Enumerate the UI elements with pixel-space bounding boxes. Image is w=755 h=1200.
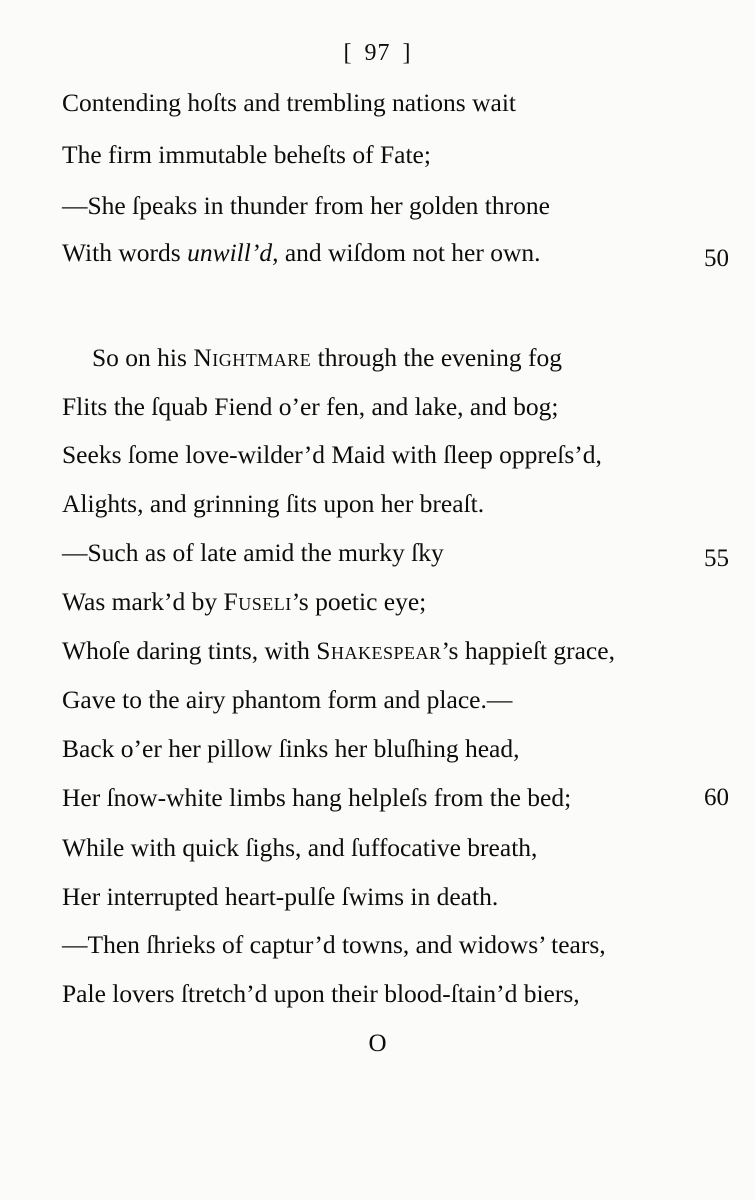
poem-line <box>62 392 558 422</box>
poem-line <box>62 734 519 764</box>
poem-line <box>62 636 615 666</box>
page-bracket-open: [ <box>343 40 353 66</box>
poem-line-smallcaps: Fuseli <box>223 587 292 616</box>
poem-line <box>62 833 537 863</box>
poem-line-text: Her interrupted heart-pulſe ſwims in death. <box>62 882 499 911</box>
poem-line-text: Her ſnow-white limbs hang helpleſs from the bed; <box>62 783 572 812</box>
poem-line <box>62 783 571 813</box>
poem-line-text: ’s poetic eye; <box>291 587 427 616</box>
poem-line-text: —She ſpeaks in thunder from her golden throne <box>62 191 550 220</box>
poem-line-text: —Then ſhrieks of captur’d towns, and widows’ tears, <box>62 930 606 959</box>
line-number: 50 <box>704 245 729 272</box>
poem-line <box>62 489 484 519</box>
page-bracket-close: ] <box>402 40 412 66</box>
poem-line <box>62 88 516 118</box>
poem-line-text: Whoſe daring tints, with <box>62 636 317 665</box>
poem-line <box>62 140 431 170</box>
poem-line-text: The firm immutable beheſts of Fate; <box>62 140 431 169</box>
poem-line <box>62 587 426 617</box>
poem-line <box>62 440 602 470</box>
line-number: 60 <box>704 784 729 811</box>
line-number: 55 <box>704 545 729 572</box>
page-number: 97 <box>364 40 391 66</box>
page-header <box>0 40 755 67</box>
poem-line-text: —Such as of late amid the murky ſky <box>62 538 444 567</box>
poem-line-smallcaps: Nightmare <box>193 343 312 372</box>
signature-mark: O <box>368 1030 387 1057</box>
poem-line <box>62 685 512 715</box>
poem-line <box>92 343 562 373</box>
poem-line <box>62 238 541 268</box>
poem-line-text: Contending hoſts and trembling nations wait <box>62 88 516 117</box>
poem-line <box>62 979 580 1009</box>
poem-line-text: ’s happieſt grace, <box>441 636 615 665</box>
poem-line-text: With words <box>62 238 188 267</box>
poem-line-smallcaps: Shakespear <box>316 636 442 665</box>
poem-line-text: So on his <box>92 343 194 372</box>
poem-line-text: While with quick ſighs, and ſuffocative breath, <box>62 833 538 862</box>
poem-line-text: Back o’er her pillow ſinks her bluſhing head, <box>62 734 520 763</box>
poem-line-text: through the evening fog <box>311 343 562 372</box>
poem-line <box>62 882 498 912</box>
poem-line-text: Was mark’d by <box>62 587 224 616</box>
poem-line-text: and wiſdom not her own. <box>278 238 541 267</box>
poem-line-text: Pale lovers ſtretch’d upon their blood-ſtain’d biers, <box>62 979 580 1008</box>
poem-line-text: Flits the ſquab Fiend o’er fen, and lake, and bog; <box>62 392 559 421</box>
poem-line <box>62 930 606 960</box>
poem-line-text: Gave to the airy phantom form and place.— <box>62 685 513 714</box>
poem-line-italic: unwill’d, <box>187 238 279 267</box>
poem-line-text: Seeks ſome love-wilder’d Maid with ſleep oppreſs’d, <box>62 440 602 469</box>
poem-line <box>62 538 444 568</box>
poem-line <box>62 191 550 221</box>
poem-line-text: Alights, and grinning ſits upon her breaſt. <box>62 489 485 518</box>
